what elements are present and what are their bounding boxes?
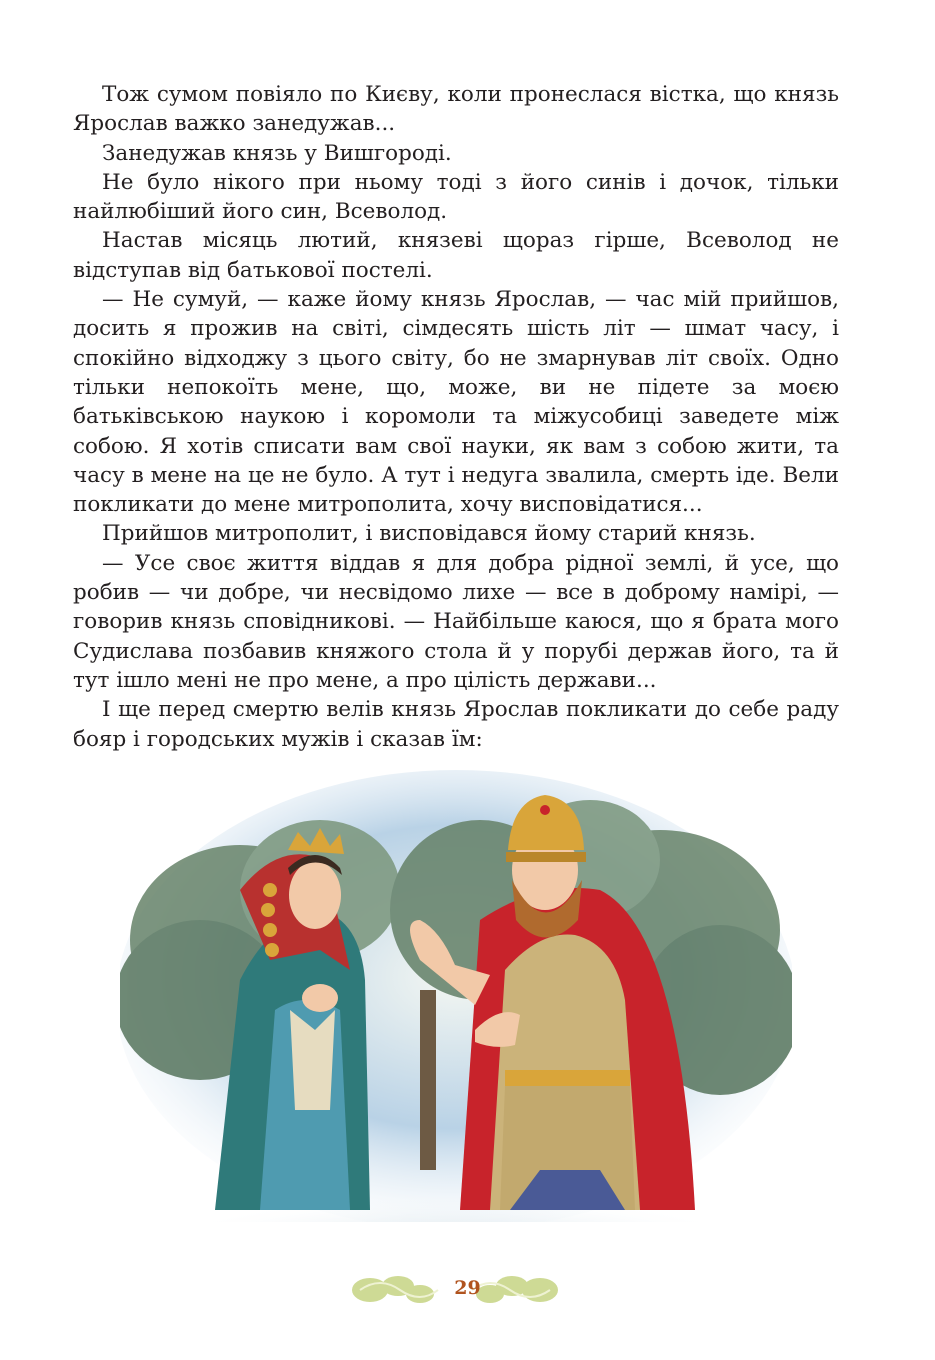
page-number: 29 bbox=[454, 1277, 481, 1299]
paragraph: Прийшов митрополит, і висповідався йому старий князь. bbox=[102, 521, 756, 547]
paragraph: — Усе своє життя віддав я для добра рідної землі, й усе, що робив — чи добре, чи несвідомо лихе — все в доброму намірі, — говорив князь сповідникові. — Найбільше каюся, що я брата мого Судислава позбавив княжого стола й у порубі держав його, та й тут ішло мені не про мене, а про цілість держави... bbox=[73, 550, 839, 693]
illustration-prince-and-princess bbox=[120, 770, 792, 1222]
paragraph: Тож сумом повіяло по Києву, коли пронеслася вістка, що князь Ярослав важко занедужав... bbox=[73, 82, 839, 137]
paragraph: — Не сумуй, — каже йому князь Ярослав, — час мій прийшов, досить я прожив на світі, сімдесять шість літ — шмат часу, і спокійно відходжу з цього світу, бо не змарнував літ своїх. Одно тільки непокоїть мене, що, може, ви не підете за моєю батьківською наукою і коромоли та міжусобиці заведете між собою. Я хотів списати вам свої науки, як вам з собою жити, та часу в мене на це не було. А тут і недуга звалила, смерть іде. Вели покликати до мене митрополита, хочу висповідатися... bbox=[73, 287, 839, 518]
paragraph: Не було нікого при ньому тоді з його синів і дочок, тільки найлюбіший його син, Всеволод. bbox=[73, 169, 839, 225]
story-text bbox=[73, 80, 839, 754]
paragraph: Занедужав князь у Вишгороді. bbox=[102, 140, 452, 166]
paragraph: Настав місяць лютий, князеві щораз гірше, Всеволод не відступав від батькової постелі. bbox=[73, 228, 839, 283]
paragraph: І ще перед смертю велів князь Ярослав покликати до себе раду бояр і городських мужів і сказав їм: bbox=[73, 697, 839, 752]
